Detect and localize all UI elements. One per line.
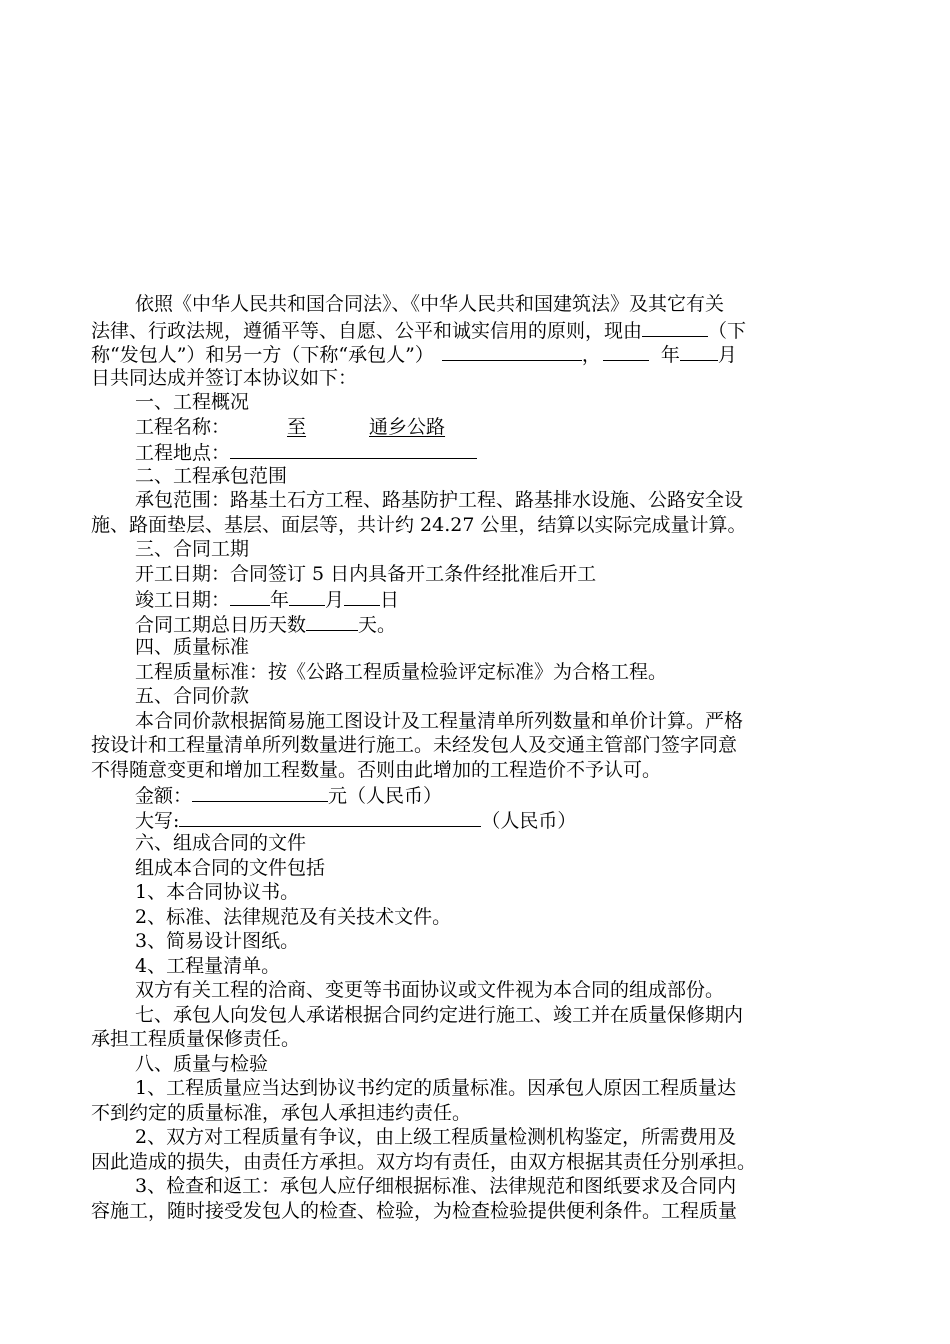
inspection-p2-line-1: 2、双方对工程质量有争议，由上级工程质量检测机构鉴定，所需费用及 xyxy=(135,1126,737,1148)
scope-line-1: 承包范围：路基土石方工程、路基防护工程、路基排水设施、公路安全设 xyxy=(135,489,744,511)
documents-note: 双方有关工程的洽商、变更等书面协议或文件视为本合同的组成部份。 xyxy=(135,979,725,1001)
intro-line-1: 依照《中华人民共和国合同法》、《中华人民共和国建筑法》及其它有关 xyxy=(135,293,725,315)
section-heading: 一、工程概况 xyxy=(135,391,250,413)
inspection-p1-line-1: 1、工程质量应当达到协议书约定的质量标准。因承包人原因工程质量达 xyxy=(135,1077,737,1099)
start-date-line: 开工日期：合同签订 5 日内具备开工条件经批准后开工 xyxy=(135,562,597,585)
project-name-value xyxy=(230,416,445,438)
project-name-line xyxy=(91,415,859,440)
field-label: 合同工期总日历天数 xyxy=(135,613,307,636)
intro-text: ， xyxy=(581,344,601,366)
project-name-mid: 至 xyxy=(287,415,307,438)
intro-line-2 xyxy=(91,317,859,342)
list-item: 4、工程量清单。 xyxy=(135,954,281,977)
total-days-line xyxy=(91,611,859,636)
field-label: 工程名称： xyxy=(135,415,231,438)
intro-line-4: 日共同达成并签订本协议如下： xyxy=(91,366,358,389)
unit-label: 元（人民币） xyxy=(328,785,443,807)
section-heading: 六、组成合同的文件 xyxy=(135,832,307,854)
commitment-line-1: 七、承包人向发包人承诺根据合同约定进行施工、竣工并在质量保修期内 xyxy=(135,1003,744,1026)
day-label: 日 xyxy=(380,589,400,611)
site-blank xyxy=(230,439,477,459)
inspection-p1-line-2: 不到约定的质量标准，承包人承担违约责任。 xyxy=(91,1101,472,1124)
list-item: 2、标准、法律规范及有关技术文件。 xyxy=(135,905,452,928)
section-heading: 五、合同价款 xyxy=(135,685,250,707)
year-blank xyxy=(603,341,649,361)
contractor-blank xyxy=(442,341,582,361)
intro-text: 称“发包人”）和另一方（下称“承包人”） xyxy=(91,344,434,366)
intro-text: 年 xyxy=(660,344,680,366)
price-line-1: 本合同价款根据简易施工图设计及工程量清单所列数量和单价计算。严格 xyxy=(135,709,744,732)
price-line-3: 不得随意变更和增加工程数量。否则由此增加的工程造价不予认可。 xyxy=(91,758,662,781)
intro-text: （下 xyxy=(708,319,747,342)
amount-blank xyxy=(192,782,328,802)
field-label: 大写: xyxy=(135,809,180,832)
section-heading: 四、质量标准 xyxy=(135,636,250,658)
field-label: 竣工日期： xyxy=(135,589,231,611)
total-days-blank xyxy=(306,611,358,631)
inspection-p2-line-2: 因此造成的损失，由责任方承担。双方均有责任，由双方根据其责任分别承担。 xyxy=(91,1150,757,1173)
list-item: 1、本合同协议书。 xyxy=(135,881,300,903)
year-label: 年 xyxy=(270,589,290,611)
month-blank xyxy=(680,341,718,361)
commitment-line-2: 承担工程质量保修责任。 xyxy=(91,1028,301,1050)
amount-upper-line xyxy=(91,807,859,832)
quality-standard-line: 工程质量标准：按《公路工程质量检验评定标准》为合格工程。 xyxy=(135,660,668,683)
amount-upper-blank xyxy=(179,807,481,827)
end-date-line xyxy=(91,586,859,611)
project-site-line xyxy=(91,439,859,464)
scope-line-2: 施、路面垫层、基层、面层等，共计约 24.27 公里，结算以实际完成量计算。 xyxy=(91,513,747,536)
employer-blank xyxy=(642,317,708,337)
intro-text: 法律、行政法规，遵循平等、自愿、公平和诚实信用的原则，现由 xyxy=(91,319,643,342)
section-heading: 三、合同工期 xyxy=(135,538,250,560)
price-line-2: 按设计和工程量清单所列数量进行施工。未经发包人及交通主管部门签字同意 xyxy=(91,734,738,756)
unit-label: （人民币） xyxy=(481,809,577,832)
contract-document xyxy=(91,292,859,1223)
field-label: 工程地点： xyxy=(135,442,231,464)
section-heading: 二、工程承包范围 xyxy=(135,464,288,487)
section-heading: 八、质量与检验 xyxy=(135,1052,269,1075)
project-name-end: 通乡公路 xyxy=(369,415,446,438)
amount-line xyxy=(91,782,859,807)
list-item: 3、简易设计图纸。 xyxy=(135,930,300,952)
end-day-blank xyxy=(344,586,380,606)
unit-label: 天。 xyxy=(358,613,397,636)
inspection-p3-line-1: 3、检查和返工：承包人应仔细根据标准、法律规范和图纸要求及合同内 xyxy=(135,1175,737,1197)
field-label: 金额： xyxy=(135,785,193,807)
end-month-blank xyxy=(289,586,325,606)
intro-line-3 xyxy=(91,341,859,366)
intro-text: 月 xyxy=(717,344,737,366)
inspection-p3-line-2: 容施工，随时接受发包人的检查、检验，为检查检验提供便利条件。工程质量 xyxy=(91,1199,738,1222)
documents-intro: 组成本合同的文件包括 xyxy=(135,856,326,879)
end-year-blank xyxy=(230,586,270,606)
month-label: 月 xyxy=(325,589,345,611)
